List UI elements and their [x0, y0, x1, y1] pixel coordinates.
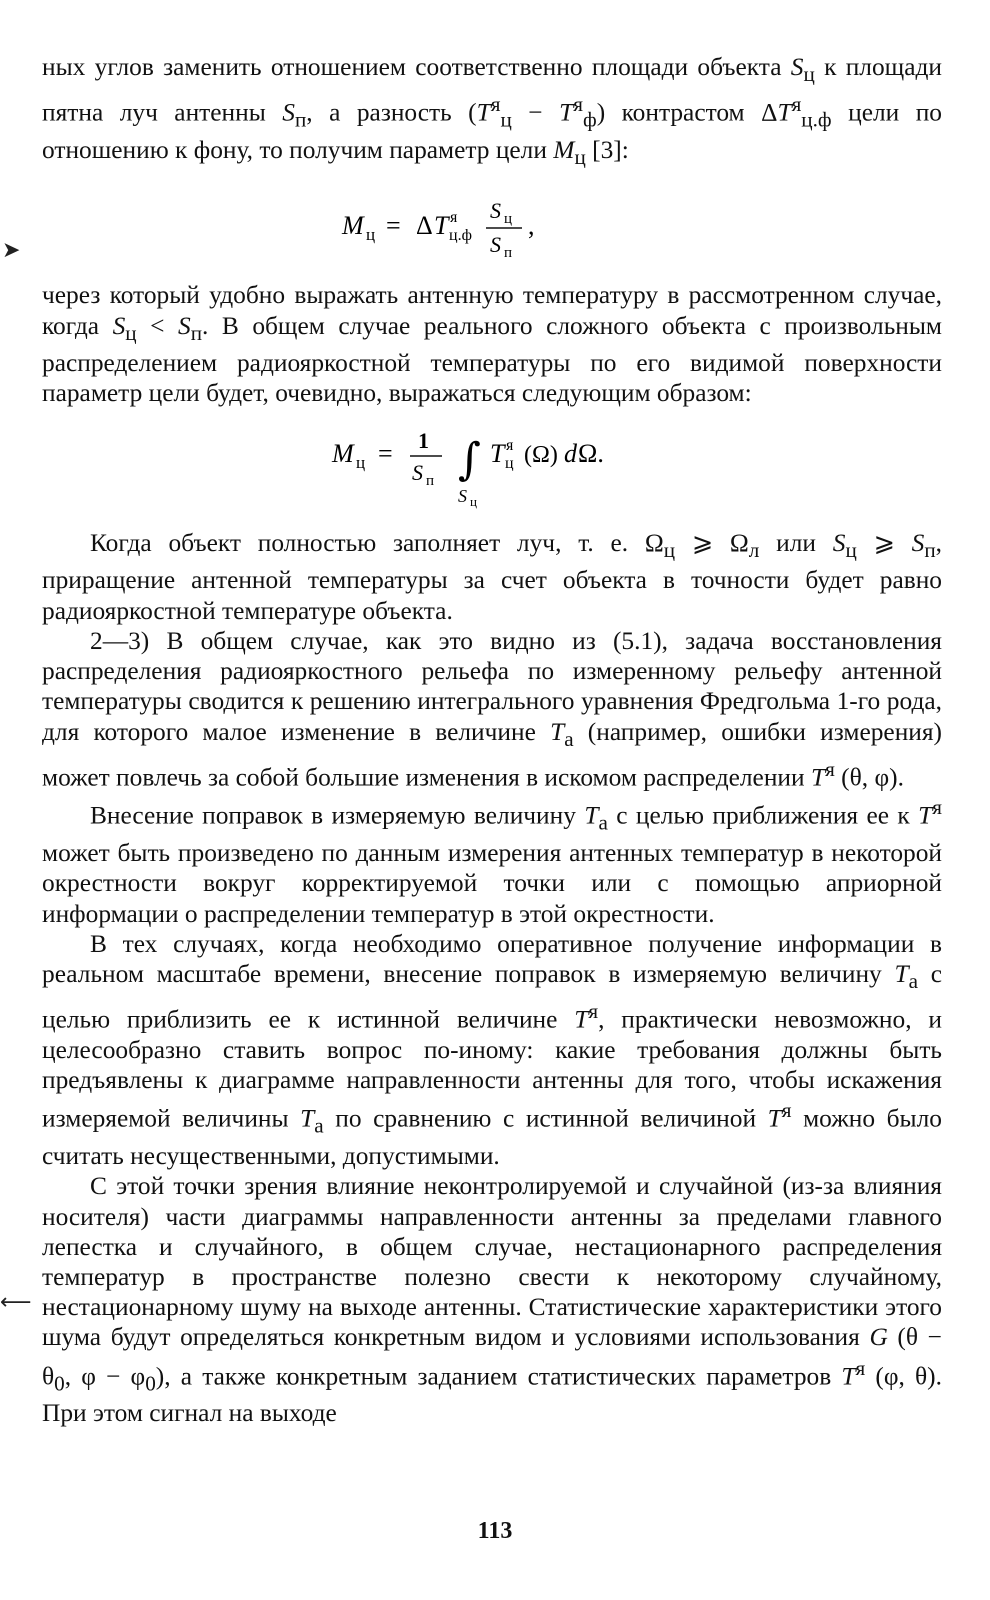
svg-text:п: п: [426, 473, 435, 490]
svg-text:ц: ц: [504, 211, 513, 228]
paragraph-7: С этой точки зрения влияние неконтролируемой и случайной (из-за влияния носителя) части диаграммы направленности антенны за пределами главного лепестка и случайного, в общем случае, нестационарного распределения температур в пространстве полезно свести к некоторому случайному, нестационарному шуму на выходе антенны. Статистические характеристики этого шума будут определяться конкретным видом и условиями использования G ($\theta - \theta_0$, $\varphi - \varphi_0$), а также конкретным заданием статистических параметров $T^я$ (φ, θ). При этом сигнал на выходе: [42, 1172, 942, 1428]
margin-arrow-mark: ➤: [2, 238, 21, 263]
formula-1-svg: [342, 190, 642, 262]
svg-text:Ω.: Ω.: [578, 439, 604, 469]
svg-text:ц: ц: [366, 225, 376, 245]
svg-text:S: S: [458, 486, 467, 507]
formula-2-svg: [332, 422, 652, 508]
paragraph-5: Внесение поправок в измеряемую величину $T_а$ с целью приближения ее к $T^я$ может быть произведено по данным измерения антенных температур в некоторой окрестности вокруг корректируемой точки или с помощью априорной информации о распределении температур в этой окрестности.: [42, 795, 943, 928]
svg-text:ц: ц: [356, 453, 366, 473]
svg-text:T: T: [434, 211, 449, 241]
svg-text:=: =: [386, 211, 401, 241]
svg-text:я: я: [450, 209, 458, 227]
svg-text:∫: ∫: [458, 434, 481, 486]
svg-text:S: S: [412, 460, 423, 486]
paragraph-6: В тех случаях, когда необходимо оперативное получение информации в реальном масштабе времени, внесение поправок в измеряемую величину $T_а$ с целью приблизить ее к истинной величине $T^я$, практически невозможно, и целесообразно ставить вопрос по-иному: какие требования должны быть предъявлены к диаграмме направленности антенны для того, чтобы искажения измеряемой величины $T_а$ по сравнению с истинной величиной $T^я$ можно было считать несущественными, допустимыми.: [42, 929, 942, 1171]
svg-text:(Ω): (Ω): [524, 442, 558, 469]
svg-text:1: 1: [418, 428, 429, 454]
svg-text:S: S: [490, 198, 501, 224]
paragraph-2: через который удобно выражать антенную температуру в рассмотренном случае, когда $S_ц < S_п$. В общем случае реального сложного объекта с произвольным распределением радиояркостной температуры по его видимой поверхности параметр цели будет, очевидно, выражаться следующим образом:: [42, 281, 942, 407]
svg-text:ц: ц: [505, 455, 514, 473]
margin-arrow-mark-2: ⟵: [0, 1290, 32, 1315]
svg-text:T: T: [490, 439, 505, 469]
svg-text:M: M: [342, 211, 364, 241]
paragraph-3: Когда объект полностью заполняет луч, т. е. $\Omega_ц$ ⩾ $\Omega_л$ или $S_ц$ ⩾ $S_п$, приращение антенной температуры за счет объекта в точности будет равно радиояркостной температуре объекта.: [42, 529, 943, 625]
svg-text:,: ,: [528, 211, 535, 241]
svg-text:d: d: [564, 439, 577, 469]
paragraph-1: ных углов заменить отношением соответственно площади объекта $S_ц$ к площади пятна луч антенны $S_п$, а разность $(T^я_ц - T^я_ф)$ контрастом $\Delta T^я_{ц.ф}$ цели по отношению к фону, то получим параметр цели $M_ц$ [3]:: [42, 53, 943, 170]
svg-text:ц: ц: [470, 494, 477, 510]
svg-text:ц.ф: ц.ф: [449, 227, 472, 245]
svg-text:S: S: [490, 232, 501, 258]
paragraph-4: 2—3) В общем случае, как это видно из (5.1), задача восстановления распределения радиояркостного рельефа по измеренному рельефу антенной температуры сводится к решению интегрального уравнения Фредгольма 1-го рода, для которого малое изменение в величине $T_а$ (например, ошибки измерения) может повлечь за собой большие изменения в искомом распределении $T^я$ (θ, φ).: [42, 626, 943, 792]
page-number: 113: [477, 1518, 513, 1544]
page-body: [42, 52, 942, 1429]
svg-text:M: M: [332, 439, 354, 469]
formula-integral: [42, 420, 942, 510]
svg-text:=: =: [378, 439, 393, 469]
svg-text:п: п: [504, 245, 513, 262]
svg-text:Δ: Δ: [416, 211, 433, 241]
formula-target-parameter: [42, 188, 942, 260]
svg-text:я: я: [506, 437, 514, 455]
